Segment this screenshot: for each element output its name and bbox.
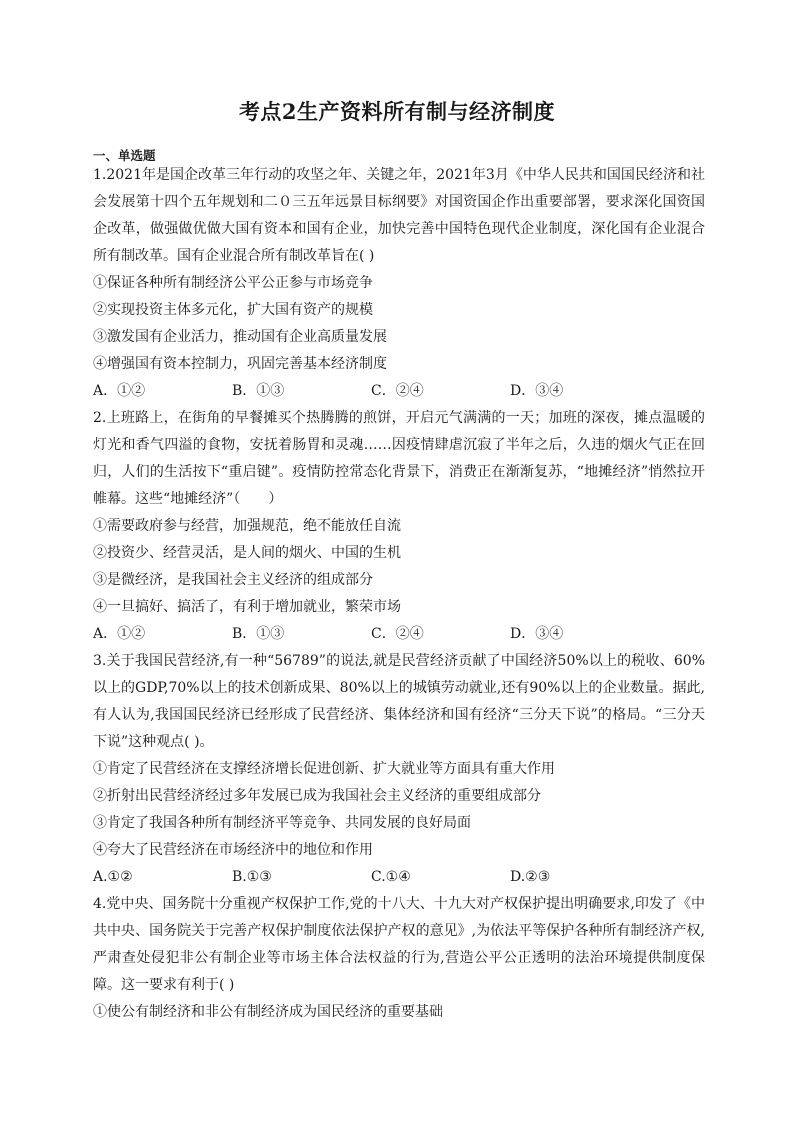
option-d: D．③④ — [510, 626, 564, 642]
question-stem: 1.2021年是国企改革三年行动的攻坚之年、关键之年，2021年3月《中华人民共和国国民经济和社会发展第十四个五年规划和二０三五年远景目标纲要》对国资国企作出重要部署，要求深化国资国企改革，做强做优做大国有资本和国有企业，加快完善中国特色现代企业制度，深化国有企业混合所有制改革。国有企业混合所有制改革旨在( ) — [93, 167, 705, 264]
option-b: B．①③ — [232, 383, 285, 399]
statement-item: ③激发国有企业活力，推动国有企业高质量发展 — [93, 329, 387, 345]
answer-options — [93, 864, 705, 891]
statement-item: ④增强国有资本控制力，巩固完善基本经济制度 — [93, 356, 387, 372]
option-a: A．①② — [93, 383, 146, 399]
statement-item: ①保证各种所有制经济公平公正参与市场竞争 — [93, 275, 373, 291]
question-3 — [93, 648, 705, 891]
option-b: B．①③ — [232, 626, 285, 642]
question-1 — [93, 162, 705, 405]
question-stem: 4.党中央、国务院十分重视产权保护工作,党的十八大、十九大对产权保护提出明确要求,印发了《中共中央、国务院关于完善产权保护制度依法保护产权的意见》,为依法平等保护各种所有制经济产权,严肃查处侵犯非公有制企业等市场主体合法权益的行为,营造公平公正透明的法治环境提供制度保障。这一要求有利于( ) — [93, 896, 705, 993]
option-c: C．②④ — [371, 626, 424, 642]
statement-item: ①需要政府参与经营，加强规范，绝不能放任自流 — [93, 518, 401, 534]
option-d: D．③④ — [510, 383, 564, 399]
statement-item: ①使公有制经济和非公有制经济成为国民经济的重要基础 — [93, 1004, 443, 1020]
statement-item: ④一旦搞好、搞活了，有利于增加就业，繁荣市场 — [93, 599, 401, 615]
statement-item: ①肯定了民营经济在支撑经济增长促进创新、扩大就业等方面具有重大作用 — [93, 761, 555, 777]
answer-options — [93, 621, 705, 648]
statement-item: ③肯定了我国各种所有制经济平等竞争、共同发展的良好局面 — [93, 815, 471, 831]
option-a: A.①② — [93, 869, 133, 885]
answer-options — [93, 378, 705, 405]
question-4 — [93, 891, 705, 1026]
statement-item: ②实现投资主体多元化，扩大国有资产的规模 — [93, 302, 373, 318]
option-c: C．②④ — [371, 383, 424, 399]
option-b: B.①③ — [232, 869, 272, 885]
section-heading: 一、单选题 — [93, 148, 156, 163]
question-2 — [93, 405, 705, 648]
page-title: 考点2生产资料所有制与经济制度 — [238, 99, 556, 124]
question-stem: 2.上班路上，在街角的早餐摊买个热腾腾的煎饼，开启元气满满的一天；加班的深夜，摊点温暖的灯光和香气四溢的食物，安抚着肠胃和灵魂……因疫情肆虐沉寂了半年之后，久违的烟火气正在回归，人们的生活按下“重启键”。疫情防控常态化背景下，消费正在渐渐复苏，“地摊经济”悄然拉开帷幕。这些“地摊经济”（ ） — [93, 410, 705, 507]
statement-item: ③是微经济，是我国社会主义经济的组成部分 — [93, 572, 373, 588]
option-c: C.①④ — [371, 869, 411, 885]
question-stem: 3.关于我国民营经济,有一种“56789”的说法,就是民营经济贡献了中国经济50%以上的税收、60%以上的GDP,70%以上的技术创新成果、80%以上的城镇劳动就业,还有90%以上的企业数量。据此,有人认为,我国国民经济已经形成了民营经济、集体经济和国有经济“三分天下说”的格局。“三分天下说”这种观点( )。 — [93, 653, 705, 750]
option-d: D.②③ — [510, 869, 551, 885]
option-a: A．①② — [93, 626, 146, 642]
question-list — [93, 162, 705, 1026]
statement-item: ④夸大了民营经济在市场经济中的地位和作用 — [93, 842, 373, 858]
statement-item: ②折射出民营经济经过多年发展已成为我国社会主义经济的重要组成部分 — [93, 788, 541, 804]
statement-item: ②投资少、经营灵活，是人间的烟火、中国的生机 — [93, 545, 401, 561]
